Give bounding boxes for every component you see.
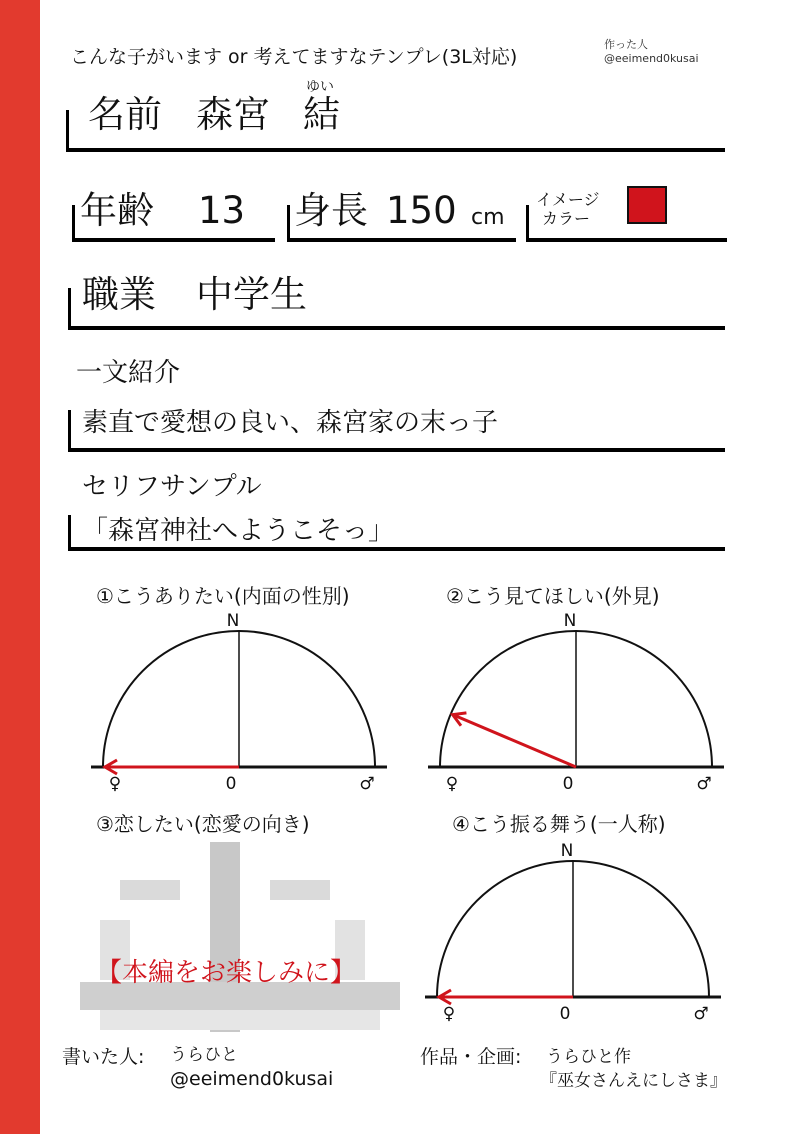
line-sample-label: セリフサンプル bbox=[82, 472, 262, 502]
height-unit: cm bbox=[471, 205, 505, 230]
age-label: 年齢 bbox=[80, 189, 154, 232]
chart3-hidden-text: 【本編をお楽しみに】 bbox=[96, 958, 357, 988]
job-label: 職業 bbox=[82, 273, 156, 316]
intro-label: 一文紹介 bbox=[76, 358, 181, 388]
name-label: 名前 bbox=[88, 93, 162, 136]
chart1-title: ①こうありたい(内面の性別) bbox=[96, 584, 350, 608]
chart2-male-label: ♂ bbox=[696, 774, 712, 794]
chart4-female-label: ♀ bbox=[442, 1004, 456, 1024]
credit-label: 作った人 bbox=[604, 38, 648, 51]
chart4-male-label: ♂ bbox=[693, 1004, 709, 1024]
chart1-zero-label: 0 bbox=[225, 774, 237, 794]
chart4-zero-label: 0 bbox=[559, 1004, 571, 1024]
work-name: うらひと作 bbox=[546, 1047, 631, 1067]
intro-text: 素直で愛想の良い、森宮家の末っ子 bbox=[82, 408, 499, 438]
chart2-title: ②こう見てほしい(外見) bbox=[446, 584, 660, 608]
height-value: 150 bbox=[386, 189, 457, 232]
work-title: 『巫女さんえにしさま』 bbox=[540, 1071, 727, 1091]
chart2-female-label: ♀ bbox=[445, 774, 459, 794]
chart2-arrow-line bbox=[453, 715, 576, 767]
image-color-label-line2: カラー bbox=[542, 209, 591, 228]
author-name: うらひと bbox=[170, 1045, 238, 1065]
line-sample-text: 「森宮神社へようこそっ」 bbox=[82, 516, 395, 546]
chart4-north-label: N bbox=[560, 841, 574, 861]
name-family: 森宮 bbox=[196, 93, 270, 136]
height-label: 身長 bbox=[294, 189, 368, 232]
job-value: 中学生 bbox=[196, 273, 307, 316]
credit-handle: @eeimend0kusai bbox=[604, 52, 699, 65]
author-label: 書いた人: bbox=[62, 1046, 145, 1068]
chart2-north-label: N bbox=[563, 611, 577, 631]
chart4-title: ④こう振る舞う(一人称) bbox=[452, 812, 666, 836]
chart1-male-label: ♂ bbox=[359, 774, 375, 794]
name-ruby: ゆい bbox=[306, 79, 334, 95]
author-handle: @eeimend0kusai bbox=[170, 1068, 334, 1090]
image-color-label-line1: イメージ bbox=[536, 190, 600, 209]
age-value: 13 bbox=[198, 189, 246, 232]
chart1-female-label: ♀ bbox=[108, 774, 122, 794]
chart3-pixelated-placeholder bbox=[80, 840, 400, 1040]
chart2-zero-label: 0 bbox=[562, 774, 574, 794]
name-given: 結 bbox=[303, 93, 340, 136]
chart1-north-label: N bbox=[226, 611, 240, 631]
chart3-title: ③恋したい(恋愛の向き) bbox=[96, 812, 310, 836]
work-label: 作品・企画: bbox=[420, 1046, 522, 1068]
template-title: こんな子がいます or 考えてますなテンプレ(3L対応) bbox=[70, 46, 518, 68]
